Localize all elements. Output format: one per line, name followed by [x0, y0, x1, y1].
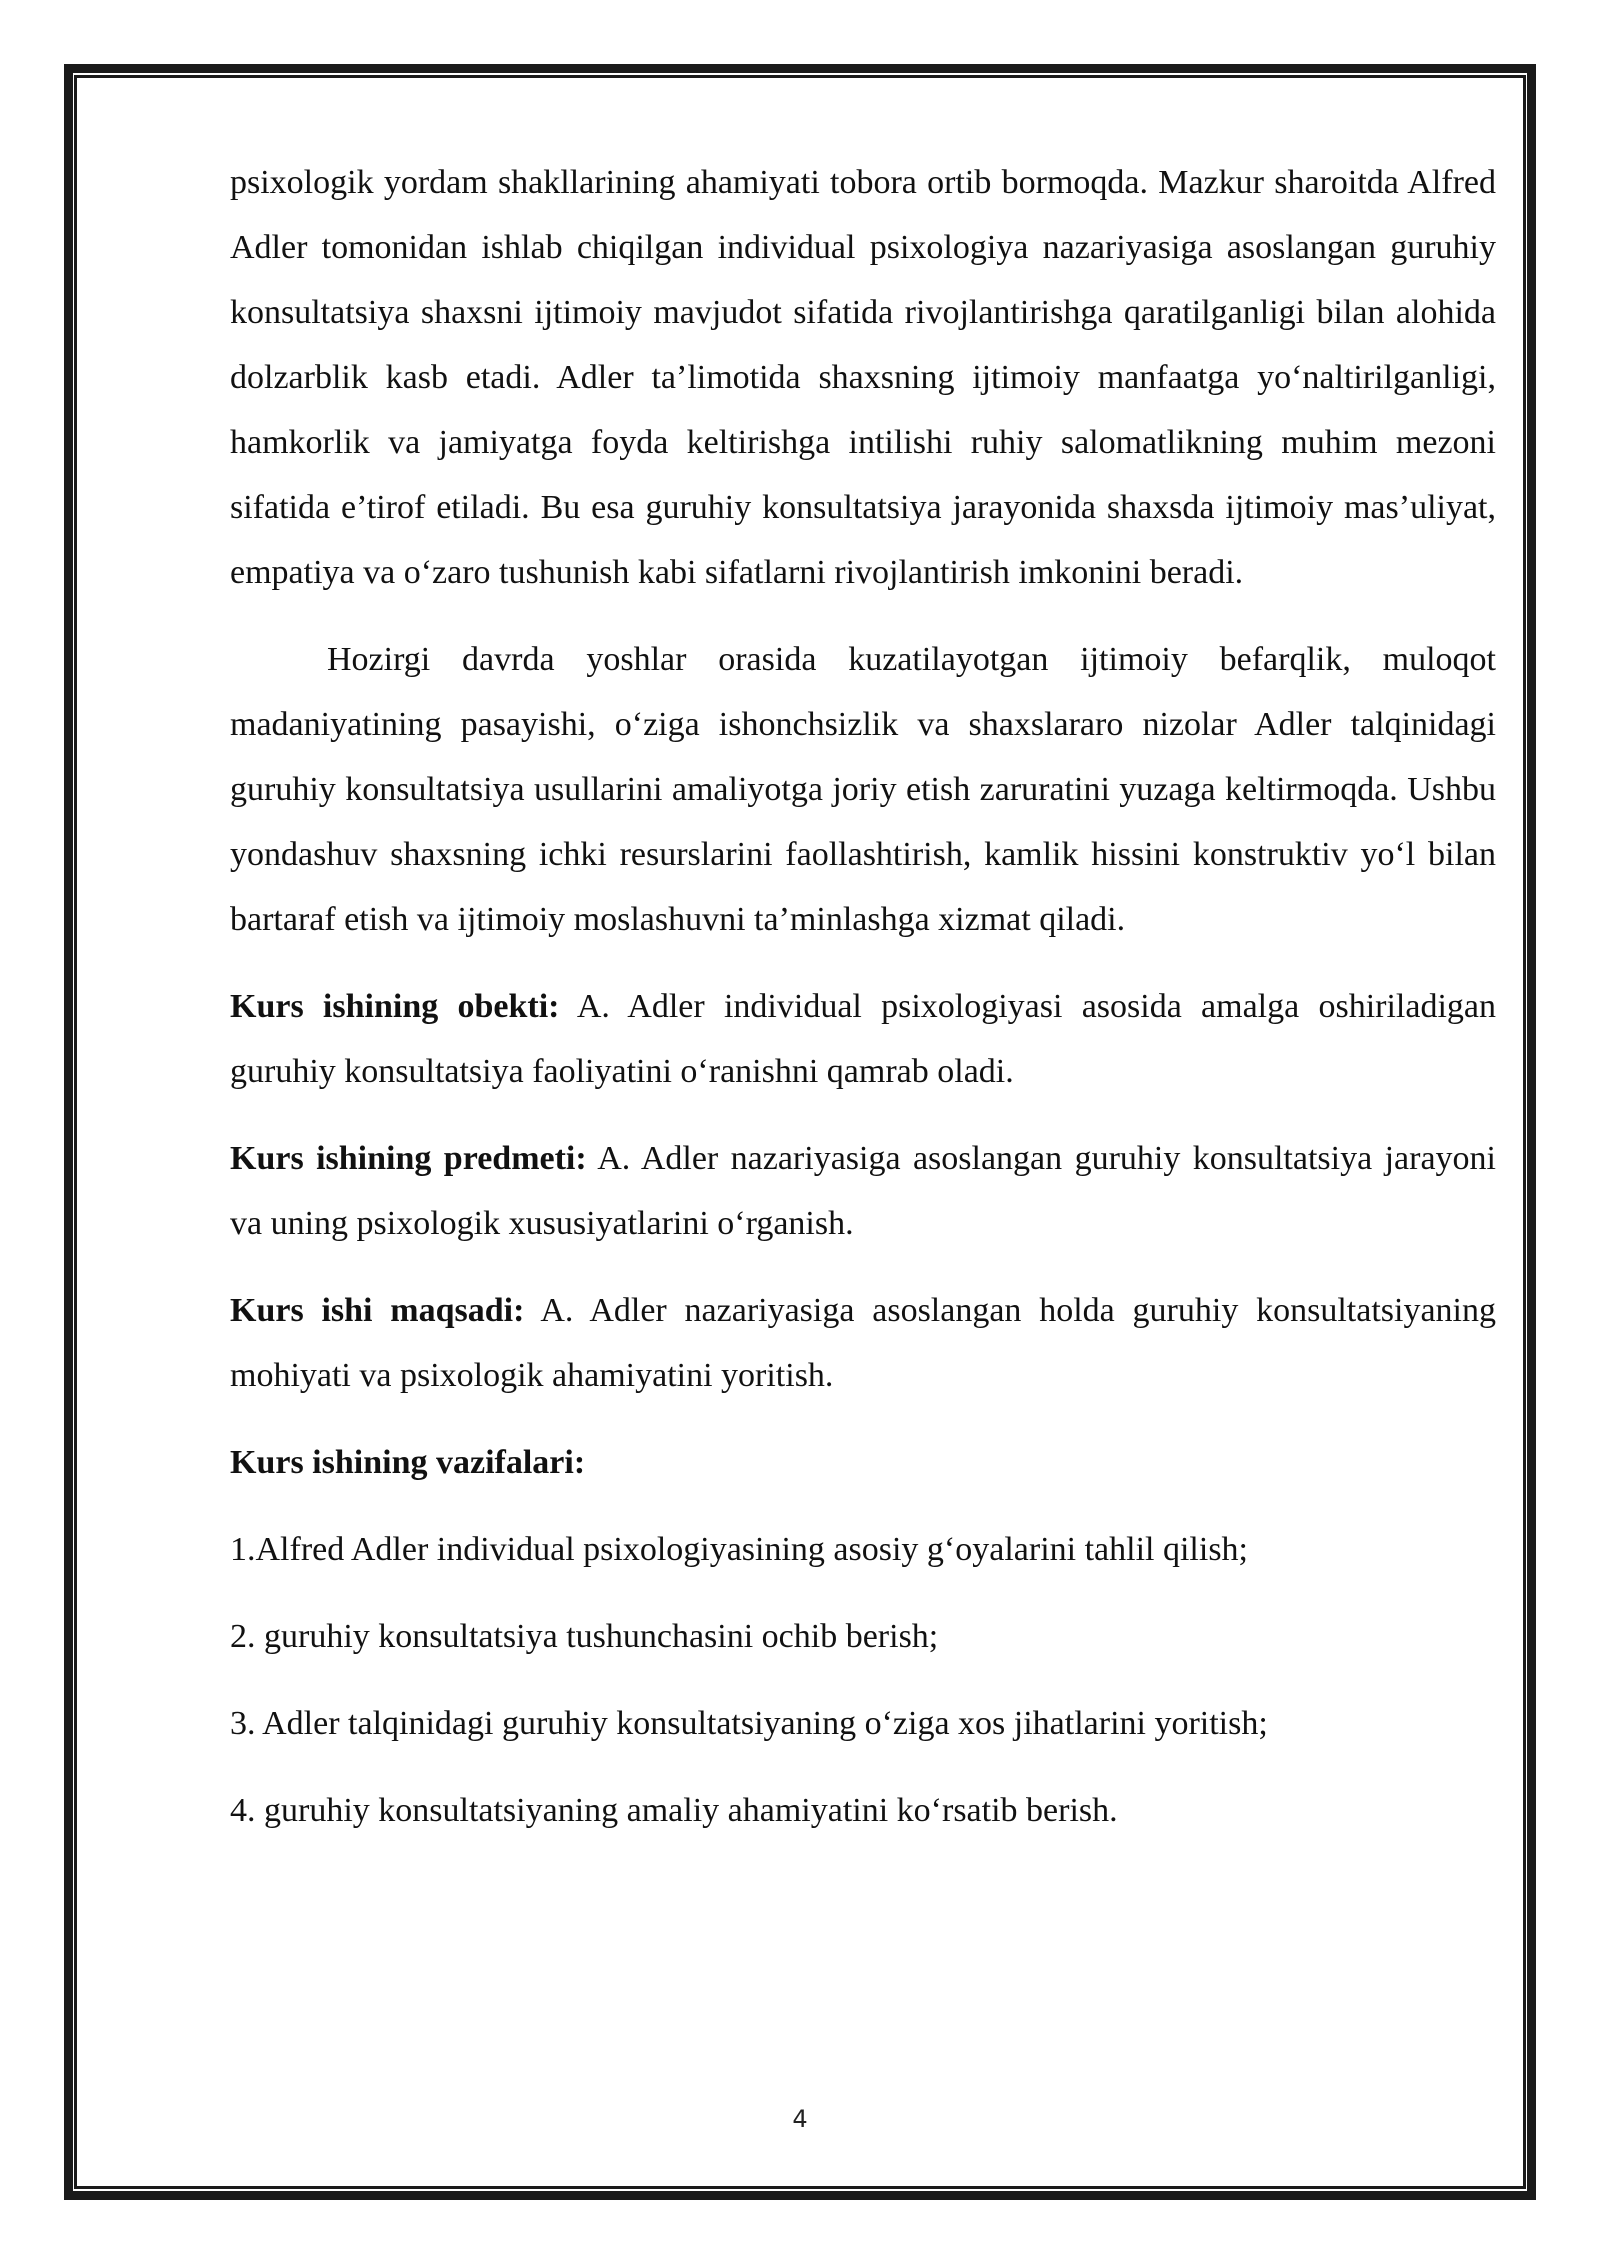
- section-subject-label: Kurs ishining predmeti:: [230, 1140, 587, 1177]
- section-subject: [230, 1126, 1496, 1256]
- task-item-3: 3. Adler talqinidagi guruhiy konsultatsiyaning o‘ziga xos jihatlarini yoritish;: [230, 1705, 1268, 1742]
- document-body: [230, 150, 1496, 1843]
- task-item-2: 2. guruhiy konsultatsiya tushunchasini ochib berish;: [230, 1618, 939, 1655]
- task-item-1: 1.Alfred Adler individual psixologiyasining asosiy g‘oyalarini tahlil qilish;: [230, 1531, 1248, 1568]
- paragraph-relevance: Hozirgi davrda yoshlar orasida kuzatilayotgan ijtimoiy befarqlik, muloqot madaniyatining pasayishi, o‘ziga ishonchsizlik va shaxslararo nizolar Adler talqinidagi guruhiy konsultatsiya usullarini amaliyotga joriy etish zaruratini yuzaga keltirmoqda. Ushbu yondashuv shaxsning ichki resurslarini faollashtirish, kamlik hissini konstruktiv yo‘l bilan bartaraf etish va ijtimoiy moslashuvni ta’minlashga xizmat qiladi.: [230, 641, 1496, 938]
- task-item-4: 4. guruhiy konsultatsiyaning amaliy ahamiyatini ko‘rsatib berish.: [230, 1792, 1118, 1829]
- page-number: 4: [792, 2105, 808, 2133]
- section-subject-text: A. Adler nazariyasiga asoslangan guruhiy konsultatsiya jarayoni va uning psixologik xususiyatlarini o‘rganish.: [230, 1140, 1496, 1242]
- section-goal-label: Kurs ishi maqsadi:: [230, 1292, 525, 1329]
- section-object-text: A. Adler individual psixologiyasi asosida amalga oshiriladigan guruhiy konsultatsiya faoliyatini o‘ranishni qamrab oladi.: [230, 988, 1496, 1090]
- tasks-heading: Kurs ishining vazifalari:: [230, 1444, 586, 1481]
- section-object: [230, 974, 1496, 1104]
- section-goal-text: A. Adler nazariyasiga asoslangan holda guruhiy konsultatsiyaning mohiyati va psixologik ahamiyatini yoritish.: [230, 1292, 1496, 1394]
- section-object-label: Kurs ishining obekti:: [230, 988, 560, 1025]
- section-goal: [230, 1278, 1496, 1408]
- paragraph-intro-continuation: psixologik yordam shakllarining ahamiyati tobora ortib bormoqda. Mazkur sharoitda Alfred Adler tomonidan ishlab chiqilgan individual psixologiya nazariyasiga asoslangan guruhiy konsultatsiya shaxsni ijtimoiy mavjudot sifatida rivojlantirishga qaratilganligi bilan alohida dolzarblik kasb etadi. Adler ta’limotida shaxsning ijtimoiy manfaatga yo‘naltirilganligi, hamkorlik va jamiyatga foyda keltirishga intilishi ruhiy salomatlikning muhim mezoni sifatida e’tirof etiladi. Bu esa guruhiy konsultatsiya jarayonida shaxsda ijtimoiy mas’uliyat, empatiya va o‘zaro tushunish kabi sifatlarni rivojlantirish imkonini beradi.: [230, 164, 1496, 591]
